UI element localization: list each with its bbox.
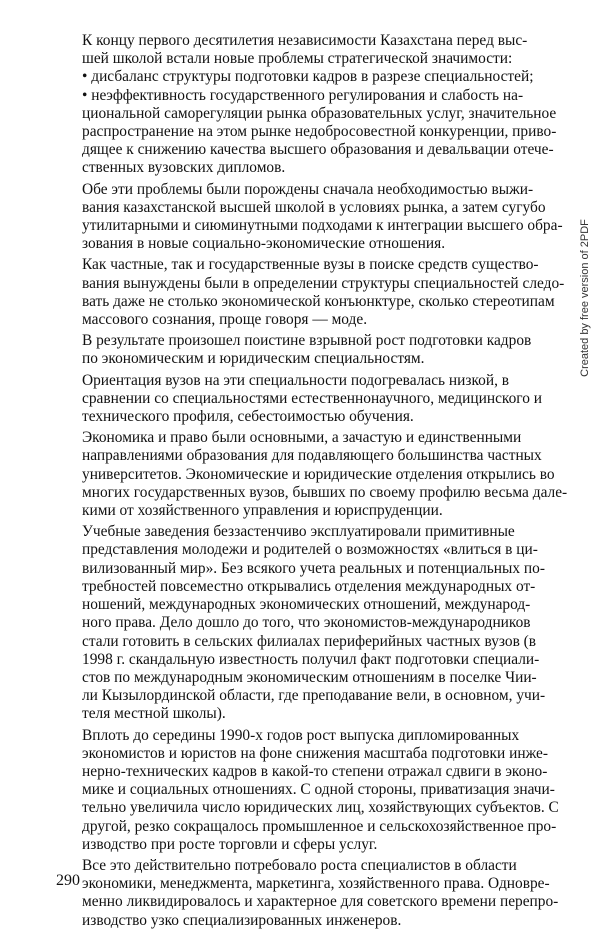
text-line: технического профиля, себестоимостью обучения. — [82, 408, 414, 426]
text-line: массового сознания, проще говоря — моде. — [82, 311, 368, 329]
text-line: ли Кызылординской области, где преподавание вели, в основном, учи- — [82, 687, 546, 705]
watermark — [578, 213, 592, 383]
text-line: тельно увеличила число юридических лиц, хозяйствующих субъектов. С — [82, 799, 559, 817]
text-line: направлениями образования для подавляющего большинства частных — [82, 447, 542, 465]
text-line: ственных вузовских дипломов. — [82, 159, 286, 177]
text-line: Обе эти проблемы были порождены сначала необходимостью выжи- — [82, 180, 534, 198]
text-line: изводство при росте торговли и сферы услуг. — [82, 835, 378, 853]
text-line: требностей повсеместно открывались отделения международных от- — [82, 577, 536, 595]
text-line: ного права. Дело дошло до того, что экономистов-международников — [82, 614, 531, 632]
paragraph — [56, 523, 568, 723]
paragraph — [56, 857, 568, 930]
text-line: Учебные заведения беззастенчиво эксплуатировали примитивные — [82, 523, 515, 541]
text-line: изводство узко специализированных инженеров. — [82, 911, 402, 929]
text-line: вилизованный мир». Без всякого учета реальных и потенциальных по- — [82, 559, 545, 577]
text-line: университетов. Экономические и юридические отделения открылись во — [82, 465, 555, 483]
text-line: В результате произошел поистине взрывной рост подготовки кадров — [82, 332, 532, 350]
text-line: стов по международным экономическим отношениям в поселке Чии- — [82, 668, 537, 686]
text-line: по экономическим и юридическим специальностям. — [82, 350, 425, 368]
text-line: нерно-технических кадров в какой-то степени отражал сдвиги в эконо- — [82, 762, 548, 780]
paragraph-intro — [56, 32, 568, 68]
text-line: Все это действительно потребовало роста специалистов в области — [82, 856, 517, 874]
text-line: Как частные, так и государственные вузы в поиске средств существо- — [82, 256, 539, 274]
watermark-text: Created by free version of 2PDF — [579, 219, 591, 377]
text-line: распространение на этом рынке недобросовестной конкуренции, приво- — [82, 123, 557, 141]
text-line: стали готовить в сельских филиалах периферийных частных вузов (в — [82, 632, 537, 650]
text-line: мике и социальных отношениях. С одной стороны, приватизация значи- — [82, 781, 555, 799]
text-line: представления молодежи и родителей о возможностях «влиться в ци- — [82, 541, 538, 559]
text-line: зования в новые социально-экономические отношения. — [82, 235, 446, 253]
text-line: другой, резко сокращалось промышленное и сельскохозяйственное про- — [82, 817, 557, 835]
text-line: • дисбаланс структуры подготовки кадров в разрезе специальностей; — [82, 68, 534, 86]
page-number: 290 — [56, 872, 80, 889]
text-line: Вплоть до середины 1990-х годов рост выпуска дипломированных — [82, 726, 520, 744]
text-line: 1998 г. скандальную известность получил факт подготовки специали- — [82, 650, 540, 668]
text-line: циональной саморегуляции рынка образовательных услуг, значительное — [82, 104, 557, 122]
text-line: экономики, менеджмента, маркетинга, хозяйственного права. Одновре- — [82, 875, 550, 893]
text-line: К концу первого десятилетия независимости Казахстана перед выс- — [82, 32, 528, 49]
text-line: шей школой встали новые проблемы стратегической значимости: — [82, 50, 513, 68]
text-line: вания вынуждены были в определении структуры специальностей следо- — [82, 274, 565, 292]
text-line: менно ликвидировалось и характерное для советского времени перепро- — [82, 893, 559, 911]
paragraph — [56, 256, 568, 329]
bullet-item — [56, 68, 568, 86]
text-line: вать даже не столько экономической конъюнктуре, сколько стереотипам — [82, 292, 555, 310]
text-line: ношений, международных экономических отношений, международ- — [82, 596, 531, 614]
paragraph — [56, 181, 568, 254]
paragraph — [56, 727, 568, 854]
text-line: • неэффективность государственного регулирования и слабость на- — [82, 86, 524, 104]
text-line: Ориентация вузов на эти специальности подогревалась низкой, в — [82, 371, 510, 389]
paragraph — [56, 372, 568, 427]
paragraph — [56, 429, 568, 520]
document-body — [56, 32, 568, 930]
text-line: Экономика и право были основными, а зачастую и единственными — [82, 429, 522, 447]
text-line: теля местной школы). — [82, 705, 226, 723]
text-line: сравнении со специальностями естественнонаучного, медицинского и — [82, 389, 542, 407]
bullet-item — [56, 87, 568, 178]
text-line: вания казахстанской высшей школой в условиях рынка, а затем сугубо — [82, 198, 546, 216]
text-line: утилитарными и сиюминутными подходами к интеграции высшего обра- — [82, 217, 563, 235]
text-line: кими от хозяйственного управления и юриспруденции. — [82, 502, 443, 520]
text-line: дящее к снижению качества высшего образования и девальвации отече- — [82, 141, 554, 159]
text-line: многих государственных вузов, бывших по своему профилю весьма дале- — [82, 483, 568, 501]
text-line: экономистов и юристов на фоне снижения масштаба подготовки инже- — [82, 744, 548, 762]
paragraph — [56, 332, 568, 368]
